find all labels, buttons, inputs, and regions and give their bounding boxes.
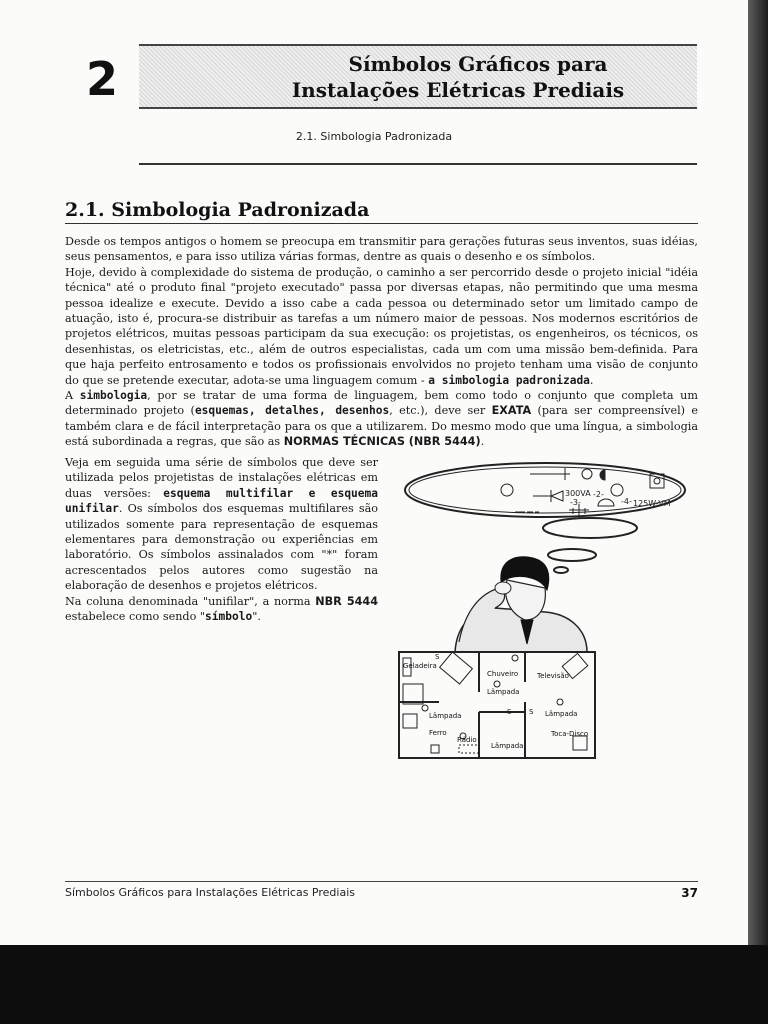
switch-label: S — [529, 708, 534, 716]
thought-bubble — [405, 463, 685, 517]
symbol-circle-icon — [501, 484, 513, 496]
paragraph-2: Hoje, devido à complexidade do sistema de produção, o caminho a ser percorrido desde o projeto inicial "idéia técnica" até o produto final "projeto executado" passa por diversas etapas, não permitindo que uma mesma pessoa idealize e execute. Devido a isso cabe a cada pessoa ou determinado setor um limitado campo de atuação, isto é, procura-se distribuir as tarefas a um número maior de pessoas. Nos modernos escritórios de projetos elétricos, muitas pessoas participam da sua execução: os projetistas, os engenheiros, os técnicos, os desenhistas, os eletricistas, etc., além de outros especialistas, cada um com uma missão bem-definida. Para que haja perfeito entrosamento e todos os profissionais envolvidos no projeto tenham uma visão de conjunto do que se pretende executar, adota-se uma linguagem comum - a simbologia padronizada. — [65, 265, 698, 387]
bubble-label-power: 300VA — [565, 489, 591, 498]
bubble-label-num4: -4- — [621, 497, 632, 506]
bold-term: NBR 5444 — [315, 594, 378, 608]
room-label-lamp-right: Lâmpada — [545, 710, 578, 718]
room-label-radio: Rádio — [457, 736, 477, 744]
bold-term: a simbologia padronizada — [428, 373, 590, 387]
bold-term: esquema multifilar e esquema unifilar — [65, 486, 378, 516]
left-column-text — [65, 455, 378, 624]
room-label-turntable: Toca-Disco — [551, 730, 589, 738]
room-label-lamp-center: Lâmpada — [487, 688, 520, 696]
paragraph-3: A simbologia, por se tratar de uma forma de linguagem, bem como todo o conjunto que completa um determinado projeto (esquemas, detalhes, desenhos, etc.), deve ser EXATA (para ser compreensível) e também clara e de fácil interpretação para os que a utilizarem. Do mesmo modo que uma língua, a simbologia está subordinada a regras, que são as NORMAS TÉCNICAS (NBR 5444). — [65, 389, 699, 449]
chapter-title-banner — [139, 44, 697, 109]
room-label-iron: Ferro — [429, 729, 447, 737]
section-title: 2.1. Simbologia Padronizada — [65, 199, 370, 221]
intro-text — [65, 234, 698, 450]
symbol-outlet-icon — [582, 469, 592, 479]
room-label-tv: Televisão — [537, 672, 569, 680]
bold-term: esquemas, detalhes, desenhos — [194, 404, 390, 418]
footer-rule — [65, 881, 698, 882]
symbol-diode-icon — [533, 490, 563, 502]
divider — [139, 163, 697, 165]
symbol-lamp-icon — [611, 484, 623, 496]
section-subheading: 2.1. Simbologia Padronizada — [295, 130, 453, 143]
paragraph-4: Veja em seguida uma série de símbolos que deve ser utilizada pelos projetistas de instalações elétricas em duas versões: esquema multifilar e esquema unifilar. Os símbolos dos esquemas multifilares são utilizados somente para representação de esquemas elementares para demonstração ou experiências em laboratório. Os símbolos assinalados com "*" foram acrescentados pelos autores como sugestão na elaboração de desenhos e projetos elétricos. — [65, 456, 378, 593]
thought-bubble-medium — [543, 518, 637, 538]
room-label-lamp-left: Lâmpada — [429, 712, 462, 720]
thought-bubble-small — [548, 549, 596, 561]
illustration-electrician — [395, 462, 700, 762]
chapter-title-line2: Instalações Elétricas Prediais — [291, 78, 625, 102]
paragraph-1: Desde os tempos antigos o homem se preocupa em transmitir para gerações futuras seus inventos, suas idéias, seus pensamentos, e para isso utiliza várias formas, dentre as quais o desenho e os símbolos. — [65, 235, 698, 264]
chapter-title-line1: Símbolos Gráficos para — [348, 52, 608, 76]
paragraph-5: Na coluna denominada "unifilar", a norma NBR 5444 estabelece como sendo "símbolo". — [65, 594, 378, 624]
thought-bubble-tiny — [554, 567, 568, 573]
symbol-line-icon — [530, 468, 570, 480]
symbol-box-dot-icon — [654, 478, 660, 484]
bold-term: símbolo — [205, 610, 253, 624]
section-title-underline — [65, 223, 698, 224]
bubble-label-lamp: 125W-VM — [633, 499, 671, 508]
bold-term: EXATA — [491, 404, 532, 418]
bubble-label-circuit: -3- — [570, 498, 581, 507]
room-label-fridge: Geladeira — [403, 662, 437, 670]
symbol-halfcircle-icon — [600, 470, 605, 480]
bubble-label-num2: -2- — [593, 490, 604, 499]
room-label-lamp-bottom: Lâmpada — [491, 742, 524, 750]
symbol-dome-icon — [598, 499, 614, 506]
footer-title: Símbolos Gráficos para Instalações Elétricas Prediais — [65, 886, 355, 899]
chapter-number: 2 — [86, 52, 119, 106]
switch-label: S — [507, 708, 512, 716]
page-edge-shadow — [748, 0, 768, 945]
page-number: 37 — [681, 886, 698, 900]
switch-label: S — [435, 653, 440, 661]
bold-term: simbologia — [79, 389, 148, 403]
room-label-shower: Chuveiro — [487, 670, 519, 678]
bold-term: NORMAS TÉCNICAS (NBR 5444) — [283, 435, 481, 449]
